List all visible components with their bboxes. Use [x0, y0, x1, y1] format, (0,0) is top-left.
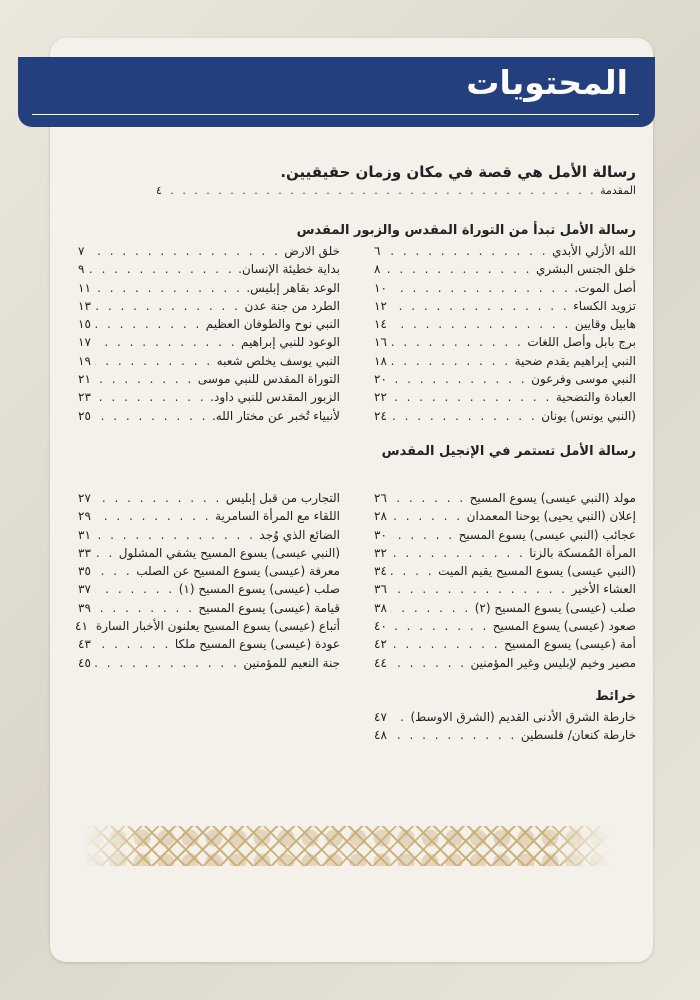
toc-entry[interactable]: [374, 352, 636, 370]
toc-column-right: [374, 463, 636, 672]
toc-entry-page: ٨: [374, 262, 381, 277]
toc-entry-title: النبي إبراهيم يقدم ضحية: [514, 353, 636, 368]
section-maps: [78, 686, 636, 745]
toc-entry[interactable]: [78, 544, 340, 562]
toc-entry[interactable]: [78, 654, 340, 672]
toc-entry-page: ٣٤: [374, 564, 387, 579]
toc-entry[interactable]: [374, 279, 636, 297]
toc-entry-title: اللقاء مع المرأة السامرية: [215, 509, 340, 524]
toc-entry[interactable]: [374, 708, 636, 726]
toc-entry-page: ٩: [78, 262, 85, 277]
toc-entry-title: خارطة الشرق الأدنى القديم (الشرق الاوسط): [410, 709, 636, 724]
toc-entry-title: إعلان (النبي يحيى) يوحنا المعمدان: [466, 509, 636, 524]
toc-entry-title: معرفة (عيسى) يسوع المسيح عن الصلب: [136, 564, 340, 579]
toc-leader-dots: [391, 388, 552, 406]
toc-entry[interactable]: [374, 507, 636, 525]
toc-entry-title: الطرد من جنة عدن: [244, 298, 340, 313]
title-underline: [32, 114, 639, 115]
toc-entry-page: ٤٢: [374, 637, 387, 652]
toc-entry-page: ١٨: [374, 353, 387, 368]
toc-entry[interactable]: [78, 599, 340, 617]
toc-entry-page: ٣١: [78, 527, 91, 542]
toc-entry-title: المرأة المُمسكة بالزنا: [529, 545, 636, 560]
toc-entry[interactable]: [78, 580, 340, 598]
toc-entry-page: ١٢: [374, 298, 387, 313]
toc-leader-dots: [88, 260, 234, 278]
toc-leader-dots: [95, 297, 241, 315]
toc-entry[interactable]: [78, 635, 340, 653]
toc-entry[interactable]: [78, 315, 340, 333]
toc-entry-title: العشاء الأخير: [571, 582, 636, 597]
toc-entry[interactable]: [78, 507, 340, 525]
toc-entry-page: ٣٩: [78, 600, 91, 615]
toc-entry-title: المقدمة: [600, 184, 636, 197]
toc-entry-page: ٣٥: [78, 564, 91, 579]
toc-leader-dots: [391, 708, 407, 726]
toc-entry[interactable]: [78, 333, 340, 351]
toc-entry-title: مولد (النبي عيسى) يسوع المسيح: [469, 490, 636, 505]
toc-entry-title: الوعد بقاهر إبليس.: [246, 280, 340, 295]
toc-entry-title: أصل الموت.: [574, 280, 636, 295]
toc-leader-dots: [391, 352, 511, 370]
toc-entry[interactable]: [78, 297, 340, 315]
toc-entry-title: الله الأزلي الأبدي: [552, 244, 636, 258]
toc-entry-title: النبي موسى وفرعون: [531, 372, 636, 387]
toc-entry-page: ٧: [78, 244, 85, 258]
toc-entry-title: صعود (عيسى) يسوع المسيح: [492, 619, 636, 634]
toc-entry-page: ٣٦: [374, 582, 387, 597]
toc-leader-dots: [391, 370, 527, 388]
toc-entry-title: لأنبياء تُخبر عن مختار الله.: [211, 408, 340, 423]
toc-entry-title: النبي يوسف يخلص شعبه: [216, 353, 340, 368]
toc-column-left: [78, 242, 340, 425]
toc-entry[interactable]: [78, 370, 340, 388]
toc-column-left: [75, 463, 340, 672]
toc-leader-dots: [95, 654, 239, 672]
toc-entry-title: (النبي عيسى) يسوع المسيح يشفي المشلول: [118, 545, 340, 560]
toc-entry-title: التجارب من قبل إبليس: [225, 490, 340, 505]
section-heading: رسالة الأمل تستمر في الإنجيل المقدس: [381, 443, 636, 459]
toc-leader-dots: [95, 333, 237, 351]
toc-entry-title: صلب (عيسى) يسوع المسيح (١): [178, 582, 340, 597]
toc-entry[interactable]: [78, 489, 340, 507]
toc-leader-dots: [391, 544, 525, 562]
toc-entry-page: ٢٨: [374, 509, 387, 524]
toc-entry[interactable]: [374, 562, 636, 580]
toc-entry[interactable]: [78, 388, 340, 406]
toc-leader-dots: [166, 184, 596, 198]
toc-entry-title: برج بابل وأصل اللغات: [527, 335, 636, 350]
toc-entry[interactable]: [374, 315, 636, 333]
toc-entry-title: الزبور المقدس للنبي داود.: [210, 390, 340, 405]
toc-entry-title: صلب (عيسى) يسوع المسيح (٢): [474, 600, 636, 615]
toc-leader-dots: [95, 407, 208, 425]
decorative-ornament-band: [82, 826, 612, 866]
toc-entry-title: عودة (عيسى) يسوع المسيح ملكا: [174, 637, 340, 652]
toc-entry-page: ٢١: [78, 372, 91, 387]
toc-entry-page: ١٣: [78, 298, 91, 313]
toc-entry[interactable]: [374, 599, 636, 617]
toc-entry[interactable]: [374, 635, 636, 653]
toc-leader-dots: [391, 635, 500, 653]
toc-leader-dots: [95, 562, 132, 580]
toc-entry[interactable]: [78, 562, 340, 580]
toc-entry[interactable]: [156, 184, 636, 198]
toc-entry[interactable]: [374, 407, 636, 425]
toc-leader-dots: [95, 635, 171, 653]
toc-leader-dots: [95, 370, 194, 388]
toc-entry-page: ٢٢: [374, 390, 387, 405]
toc-entry[interactable]: [75, 617, 340, 635]
toc-leader-dots: [95, 279, 242, 297]
toc-entry-page: ٣٧: [78, 582, 91, 597]
toc-leader-dots: [391, 489, 466, 507]
toc-entry[interactable]: [78, 242, 340, 260]
toc-entry-page: ٤٣: [78, 637, 91, 652]
toc-entry[interactable]: [374, 544, 636, 562]
toc-entry-title: أمة (عيسى) يسوع المسيح: [504, 637, 636, 652]
toc-entry-title: تزويد الكساء: [573, 298, 636, 313]
toc-leader-dots: [391, 654, 467, 672]
toc-entry-page: ٣٠: [374, 527, 387, 542]
toc-entry[interactable]: [374, 617, 636, 635]
toc-entry-page: ٤٤: [374, 655, 387, 670]
toc-entry[interactable]: [78, 407, 340, 425]
toc-entry-page: ٤: [156, 184, 162, 197]
toc-entry[interactable]: [374, 654, 636, 672]
toc-leader-dots: [391, 617, 489, 635]
toc-leader-dots: [95, 599, 195, 617]
toc-entry[interactable]: [374, 333, 636, 351]
toc-leader-dots: [391, 297, 569, 315]
toc-entry-title: خلق الجنس البشري: [535, 262, 636, 277]
toc-entry-title: عجائب (النبي عيسى) يسوع المسيح: [458, 527, 636, 542]
table-of-contents: [75, 160, 636, 745]
toc-entry-title: بداية خطيئة الإنسان.: [238, 262, 340, 277]
toc-entry-page: ٤١: [75, 619, 88, 634]
toc-entry-title: النبي نوح والطوفان العظيم: [205, 317, 340, 332]
toc-entry[interactable]: [374, 580, 636, 598]
toc-leader-dots: [391, 726, 517, 744]
toc-entry[interactable]: [374, 526, 636, 544]
toc-entry-title: (النبي يونس) يونان: [541, 408, 636, 423]
toc-leader-dots: [95, 526, 256, 544]
toc-column-right: [374, 242, 636, 425]
toc-entry-page: ٢٦: [374, 490, 387, 505]
toc-leader-dots: [391, 507, 463, 525]
toc-entry[interactable]: [78, 260, 340, 278]
toc-entry-title: خلق الارض: [284, 244, 340, 258]
toc-entry[interactable]: [374, 489, 636, 507]
toc-leader-dots: [391, 599, 471, 617]
toc-entry-page: ٤٥: [78, 655, 91, 670]
intro-heading: رسالة الأمل هي قصة في مكان وزمان حقيقيين.: [280, 163, 636, 181]
toc-entry-title: خارطة كنعان/ فلسطين: [520, 728, 636, 743]
toc-entry-page: ١٠: [374, 280, 387, 295]
toc-leader-dots: [95, 352, 213, 370]
toc-entry[interactable]: [374, 242, 636, 260]
intro-section: [78, 160, 636, 198]
toc-leader-dots: [95, 388, 206, 406]
toc-leader-dots: [95, 580, 175, 598]
section-heading: رسالة الأمل تبدأ من التوراة المقدس والزبور المقدس: [296, 223, 636, 238]
toc-entry[interactable]: [78, 526, 340, 544]
toc-entry[interactable]: [374, 726, 636, 744]
section-torah-zabur: [78, 220, 636, 425]
toc-leader-dots: [391, 315, 571, 333]
toc-entry-title: الوعود للنبي إبراهيم: [241, 335, 340, 350]
toc-entry-page: ٢٠: [374, 372, 387, 387]
toc-entry[interactable]: [374, 297, 636, 315]
toc-entry-page: ٤٠: [374, 619, 387, 634]
toc-leader-dots: [391, 333, 523, 351]
toc-entry-page: ٦: [374, 244, 381, 258]
toc-entry-page: ٢٣: [78, 390, 91, 405]
toc-leader-dots: [95, 507, 211, 525]
toc-entry-page: ٢٤: [374, 408, 387, 423]
toc-entry[interactable]: [78, 279, 340, 297]
toc-leader-dots: [95, 544, 115, 562]
toc-entry-page: ٣٨: [374, 600, 387, 615]
toc-entry-page: ٣٢: [374, 545, 387, 560]
toc-leader-dots: [391, 526, 455, 544]
toc-entry-page: ١٥: [78, 317, 91, 332]
toc-entry[interactable]: [374, 260, 636, 278]
toc-entry[interactable]: [78, 352, 340, 370]
page-title: المحتويات: [466, 63, 628, 102]
toc-entry[interactable]: [374, 388, 636, 406]
toc-entry-title: (النبي عيسى) يسوع المسيح يقيم الميت: [438, 564, 636, 579]
toc-entry-page: ١٩: [78, 353, 91, 368]
toc-entry-title: هابيل وقايين: [574, 317, 636, 332]
toc-leader-dots: [384, 242, 548, 260]
section-heading: خرائط: [595, 688, 636, 704]
toc-leader-dots: [95, 315, 202, 333]
toc-entry-page: ٢٩: [78, 509, 91, 524]
toc-leader-dots: [384, 260, 532, 278]
toc-entry-page: ٤٨: [374, 728, 387, 743]
toc-entry[interactable]: [374, 370, 636, 388]
toc-leader-dots: [391, 407, 537, 425]
toc-entry-title: التوراة المقدس للنبي موسى: [197, 372, 340, 387]
toc-leader-dots: [391, 580, 568, 598]
toc-entry-title: جنة النعيم للمؤمنين: [243, 655, 340, 670]
toc-entry-title: مصير وخيم لإبليس وغير المؤمنين: [470, 655, 636, 670]
toc-entry-page: ٣٣: [78, 545, 91, 560]
toc-entry-page: ٢٥: [78, 408, 91, 423]
toc-leader-dots: [391, 562, 434, 580]
toc-entry-page: ١٦: [374, 335, 387, 350]
toc-entry-title: قيامة (عيسى) يسوع المسيح: [198, 600, 340, 615]
toc-entry-title: أتباع (عيسى) يسوع المسيح يعلنون الأخبار السارة: [95, 619, 340, 634]
toc-entry-title: الضائع الذي وُجد: [259, 527, 340, 542]
toc-entry-page: ١١: [78, 280, 91, 295]
toc-entry-page: ٤٧: [374, 709, 387, 724]
toc-leader-dots: [95, 489, 222, 507]
toc-leader-dots: [391, 279, 570, 297]
toc-entry-page: ٢٧: [78, 490, 91, 505]
toc-entry-title: العبادة والتضحية: [555, 390, 636, 405]
section-injil: [75, 441, 636, 672]
toc-entry-page: ١٤: [374, 317, 387, 332]
toc-entry-page: ١٧: [78, 335, 91, 350]
toc-leader-dots: [88, 242, 280, 260]
